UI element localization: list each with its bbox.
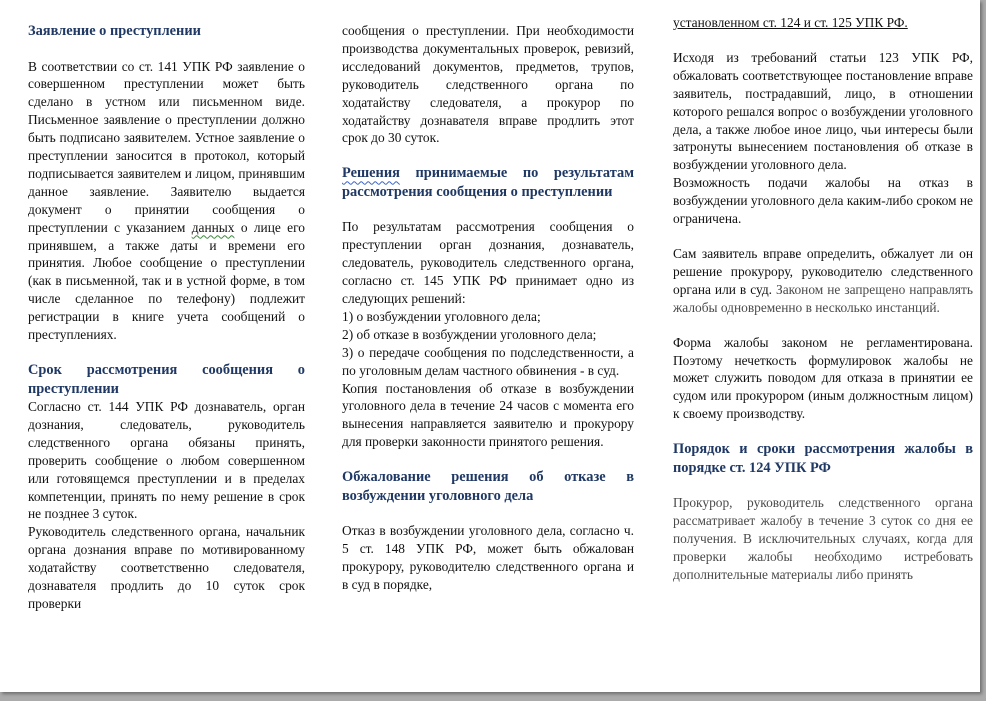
list-item-2: 2) об отказе в возбуждении уголовного дела; [342, 326, 597, 342]
paragraph-no-time-limit: Возможность подачи жалобы на отказ в возбуждении уголовного дела каким-либо сроком не ограничена. [673, 175, 973, 227]
word-dannyh: данных [191, 219, 235, 235]
heading-decisions: Решения принимаемые по результатам рассмотрения сообщения о преступлении [342, 165, 634, 200]
list-item-1: 1) о возбуждении уголовного дела; [342, 308, 541, 324]
heading-procedure: Порядок и сроки рассмотрения жалобы в порядке ст. 124 УПК РФ [673, 441, 973, 476]
paragraph-art-124-125: установленном ст. 124 и ст. 125 УПК РФ. [673, 15, 908, 30]
heading-crime-report: Заявление о преступлении [28, 23, 201, 39]
paragraph-art-145: По результатам рассмотрения сообщения о преступлении орган дознания, дознаватель, следователь, руководитель следственного органа, согласно ст. 145 УПК РФ принимает одно из следующих решений: [342, 219, 634, 306]
paragraph-art-123: Исходя из требований статьи 123 УПК РФ, обжаловать соответствующее постановление вправе заявитель, пострадавший, лицо, в отношении которого решался вопрос о возбуждении уголовного дела, а также любое иное лицо, чьи интересы были затронуты вынесением постановления об отказе в возбуждении уголовного дела. [673, 49, 973, 173]
paragraph-prosecutor-review: Прокурор, руководитель следственного органа рассматривает жалобу в течение 3 суток со дня ее получения. В исключительных случаях, когда для проверки жалобы необходимо истребовать дополнительные материалы либо принять [673, 495, 973, 582]
list-item-3: 3) о передаче сообщения по подследственности, а по уголовным делам частного обвинения - в суд. [342, 344, 634, 378]
paragraph-applicant-choice: Сам заявитель вправе определить, обжалует ли он решение прокурору, руководителю следственного органа или в суд. Законом не запрещено направлять жалобы одновременно в несколько инстанций. [673, 245, 973, 315]
heading-review-period: Срок рассмотрения сообщения о преступлении [28, 362, 305, 397]
paragraph-art-148: Отказ в возбуждении уголовного дела, согласно ч. 5 ст. 148 УПК РФ, может быть обжалован прокурору, руководителю следственного органа и в суд в порядке, [342, 523, 634, 592]
paragraph-complaint-form: Форма жалобы законом не регламентирована. Поэтому нечеткость формулировок жалобы не может служить поводом для отказа в принятии ее судом или прокурором (иным должностным лицом) к своему производству. [673, 334, 973, 422]
paragraph-art-144: Согласно ст. 144 УПК РФ дознаватель, орган дознания, следователь, руководитель следственного органа обязаны принять, проверить сообщение о любом совершенном или готовящемся преступлении и в пределах компетенции, принять по нему решение в срок не позднее 3 суток. [28, 399, 305, 522]
column-3 [673, 14, 973, 584]
paragraph-crime-report: В соответствии со ст. 141 УПК РФ заявление о совершенном преступлении может быть сделано в устном или письменном виде. Письменное заявление о преступлении должно быть подписано заявителем. Устное заявление о преступлении заносится в протокол, который подписывается заявителем и лицом, принявшим данное заявление. Заявителю выдается документ о принятии сообщения о преступлении с указанием данных о лице его принявшем, а также даты и времени его принятия. Любое сообщение о преступлении (как в письменной, так и в устной форме, в том числе сделанное по телефону) подлежит регистрации в книге учета сообщений о преступлениях. [28, 58, 305, 343]
paragraph-copy-decree: Копия постановления об отказе в возбуждении уголовного дела в течение 24 часов с момента его вынесения направляется заявителю и прокурору для проверки законности принятого решения. [342, 380, 634, 450]
heading-appeal: Обжалование решения об отказе в возбуждении уголовного дела [342, 469, 634, 504]
paragraph-extension-cont: сообщения о преступлении. При необходимости производства документальных проверок, ревизий, исследований документов, предметов, трупов, руководитель следственного органа по ходатайству следователя, а прокурор по ходатайству дознавателя вправе продлить этот срок до 30 суток. [342, 23, 634, 146]
paragraph-extension: Руководитель следственного органа, начальник органа дознания вправе по мотивированному ходатайству соответственно следователя, дознавателя продлить до 10 суток срок проверки [28, 524, 305, 611]
column-1 [28, 22, 305, 613]
column-2 [342, 22, 634, 594]
